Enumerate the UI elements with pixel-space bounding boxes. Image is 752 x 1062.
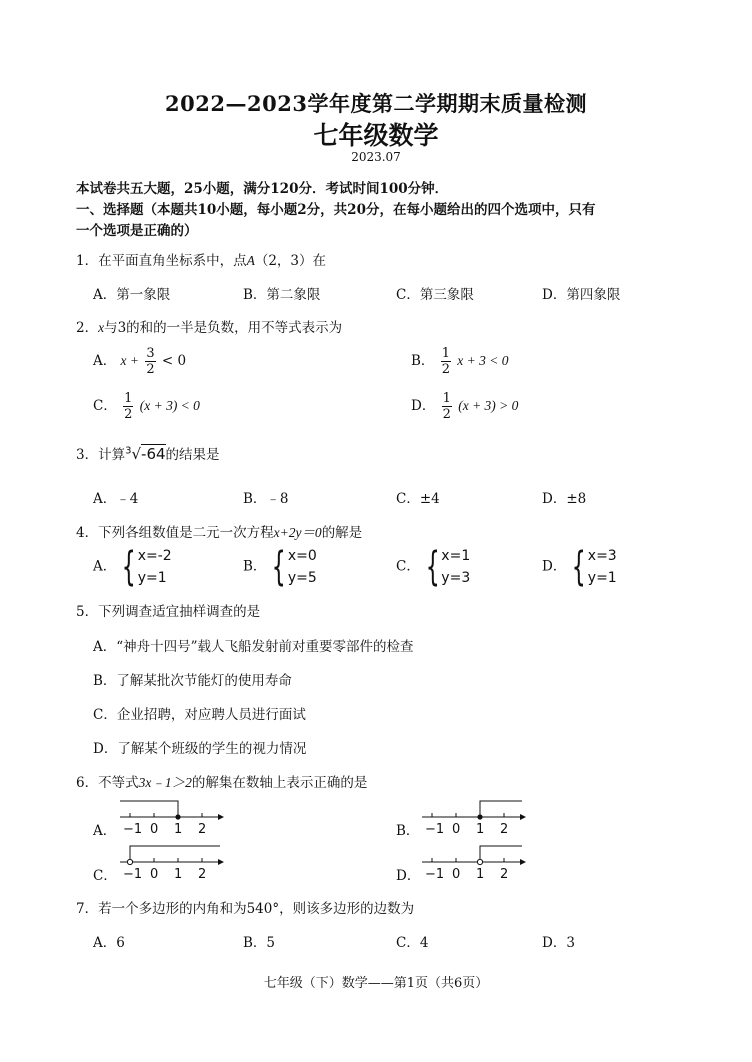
q6-stem-a: 6．不等式: [76, 775, 139, 791]
q1-option-a: A．第一象限: [93, 287, 171, 303]
q7-option-b: B．5: [243, 935, 276, 951]
exam-date: 2023.07: [351, 150, 401, 164]
q3-option-c: C．±4: [396, 491, 440, 507]
q5-option-b: B．了解某批次节能灯的使用寿命: [93, 673, 292, 689]
question-7-stem: 7．若一个多边形的内角和为540°，则该多边形的边数为: [76, 901, 415, 917]
q7-option-c: C．4: [396, 935, 429, 951]
q1-option-c: C．第三象限: [396, 287, 474, 303]
q2-d-label: D．: [411, 398, 436, 414]
tick-label: 1: [174, 822, 183, 837]
q6-option-a-label: A．: [93, 823, 117, 839]
q4-stem-b: 的解是: [321, 525, 363, 541]
q4-a-line1: x=-2: [137, 548, 172, 564]
q2-b-label: B．: [411, 353, 435, 369]
tick-label: 0: [150, 822, 159, 837]
solution-ray: [480, 846, 522, 859]
q2-b-den: 2: [441, 362, 450, 377]
q4-b-line1: x=0: [287, 548, 317, 564]
solution-ray: [120, 801, 178, 817]
section1-heading-line1: 一、选择题（本题共10小题，每小题2分，共20分，在每小题给出的四个选项中，只有: [76, 202, 596, 218]
q4-option-a: [93, 545, 172, 589]
q4-c-system: [441, 545, 470, 589]
q2-option-a: [93, 346, 186, 377]
tick-label: 2: [500, 822, 509, 837]
radical-sign-icon: √: [131, 445, 142, 463]
open-dot: [477, 859, 482, 864]
q7-option-a: A．6: [93, 935, 125, 951]
arrow-right-icon: [520, 814, 526, 820]
q6-number-line-d: [420, 842, 530, 882]
q2-option-b: [411, 346, 509, 377]
left-brace-icon: {: [272, 544, 287, 590]
q6-number-line-b: [420, 797, 530, 837]
question-3-stem: [76, 443, 220, 463]
q2-d-num: 1: [442, 391, 451, 406]
q1-stem-a: 1．在平面直角坐标系中，点: [76, 253, 247, 269]
subject-title: 七年级数学: [313, 121, 439, 150]
question-2-stem: [76, 316, 342, 336]
tick-label: 1: [476, 867, 485, 882]
page-footer: 七年级（下）数学——第1页（共6页）: [263, 976, 489, 991]
q5-option-d: D．了解某个班级的学生的视力情况: [93, 741, 307, 757]
solid-dot: [477, 814, 482, 819]
left-brace-icon: {: [572, 544, 587, 590]
tick-label: −1: [425, 867, 445, 882]
q5-option-a: A．“神舟十四号”载人飞船发射前对重要零部件的检查: [93, 639, 414, 655]
q4-c-label: C．: [396, 558, 420, 575]
tick-label: 1: [476, 822, 485, 837]
tick-label: 0: [452, 822, 461, 837]
q2-c-post: (x + 3) < 0: [139, 398, 200, 413]
q2-option-d: [411, 391, 518, 422]
q2-a-label: A．: [93, 353, 117, 369]
q4-a-label: A．: [93, 558, 117, 575]
q2-d-den: 2: [442, 407, 451, 422]
q2-d-post: (x + 3) > 0: [458, 398, 519, 413]
q2-c-label: C．: [93, 398, 117, 414]
q6-option-b-label: B．: [396, 823, 420, 839]
tick-label: 1: [174, 867, 183, 882]
q3-stem-b: 的结果是: [165, 447, 220, 463]
question-1-stem: [76, 249, 326, 269]
q2-a-pre: x +: [120, 353, 140, 368]
q6-number-line-a: [118, 797, 228, 837]
tick-label: 2: [198, 867, 207, 882]
q4-b-line2: y=5: [287, 570, 317, 586]
q3-radicand: -64: [141, 445, 166, 463]
q4-a-system: [138, 545, 172, 589]
tick-label: −1: [123, 867, 143, 882]
q4-b-system: [288, 545, 317, 589]
arrow-right-icon: [218, 859, 224, 865]
q4-d-line1: x=3: [587, 548, 617, 564]
q4-stem-a: 4．下列各组数值是二元一次方程: [76, 525, 274, 541]
q2-a-den: 2: [146, 362, 155, 377]
tick-label: 0: [150, 867, 159, 882]
q7-option-d: D．3: [542, 935, 575, 951]
q2-c-num: 1: [124, 391, 133, 406]
question-4-stem: [76, 521, 362, 541]
q2-d-fraction: [442, 391, 452, 422]
q2-stem-num: 2．: [76, 320, 99, 336]
q4-d-system: [588, 545, 617, 589]
q2-b-fraction: [441, 346, 451, 377]
q3-option-a: A．﹣4: [93, 491, 139, 507]
q4-option-d: [542, 545, 617, 589]
q1-option-d: D．第四象限: [542, 287, 621, 303]
q3-option-d: D．±8: [542, 491, 587, 507]
q2-option-c: [93, 391, 200, 422]
question-5-stem: 5．下列调查适宜抽样调查的是: [76, 604, 261, 620]
left-brace-icon: {: [121, 544, 136, 590]
q4-d-line2: y=1: [587, 570, 617, 586]
q6-stem-inequality: 3x﹣1＞2: [138, 775, 192, 790]
q3-root-index: 3: [125, 445, 132, 457]
tick-label: 0: [452, 867, 461, 882]
q6-number-line-c: [118, 842, 228, 882]
q3-option-b: B．﹣8: [243, 491, 289, 507]
q6-option-d-label: D．: [396, 868, 421, 884]
arrow-right-icon: [218, 814, 224, 820]
q2-b-num: 1: [441, 346, 450, 361]
q4-option-b: [243, 545, 317, 589]
q5-option-c: C．企业招聘，对应聘人员进行面试: [93, 707, 306, 723]
q1-point-var: A: [246, 253, 255, 268]
q2-a-num: 3: [146, 346, 155, 361]
tick-label: 2: [198, 822, 207, 837]
exam-intro: 本试卷共五大题，25小题，满分120分．考试时间100分钟．: [76, 181, 449, 197]
q4-c-line2: y=3: [441, 570, 471, 586]
q1-stem-b: （2，3）在: [254, 253, 327, 269]
q3-stem-a: 3．计算: [76, 447, 126, 463]
solid-dot: [175, 814, 180, 819]
q4-c-line1: x=1: [441, 548, 471, 564]
q4-a-line2: y=1: [137, 570, 167, 586]
arrow-right-icon: [520, 859, 526, 865]
exam-title: 2022—2023学年度第二学期期末质量检测: [165, 91, 587, 116]
q6-option-c-label: C．: [93, 868, 117, 884]
question-6-stem: [76, 771, 367, 791]
solution-ray: [130, 846, 220, 859]
q4-b-label: B．: [243, 558, 267, 575]
tick-label: −1: [425, 822, 445, 837]
q2-stem-rest: 与3的和的一半是负数，用不等式表示为: [104, 320, 343, 336]
q2-c-fraction: [123, 391, 133, 422]
q6-stem-b: 的解集在数轴上表示正确的是: [191, 775, 368, 791]
section1-heading-line2: 一个选项是正确的）: [76, 223, 198, 239]
q4-d-label: D．: [542, 558, 567, 575]
tick-label: −1: [123, 822, 143, 837]
q2-a-post: < 0: [161, 353, 187, 369]
open-dot: [127, 859, 132, 864]
q2-c-den: 2: [124, 407, 133, 422]
solution-ray: [480, 801, 522, 817]
q2-stem-var: x: [98, 320, 105, 335]
q1-option-b: B．第二象限: [243, 287, 321, 303]
q4-stem-equation: x+2y＝0: [273, 525, 322, 540]
q2-a-fraction: [145, 346, 155, 377]
left-brace-icon: {: [425, 544, 440, 590]
q4-option-c: [396, 545, 470, 589]
q2-b-post: x + 3 < 0: [457, 353, 509, 368]
tick-label: 2: [500, 867, 509, 882]
